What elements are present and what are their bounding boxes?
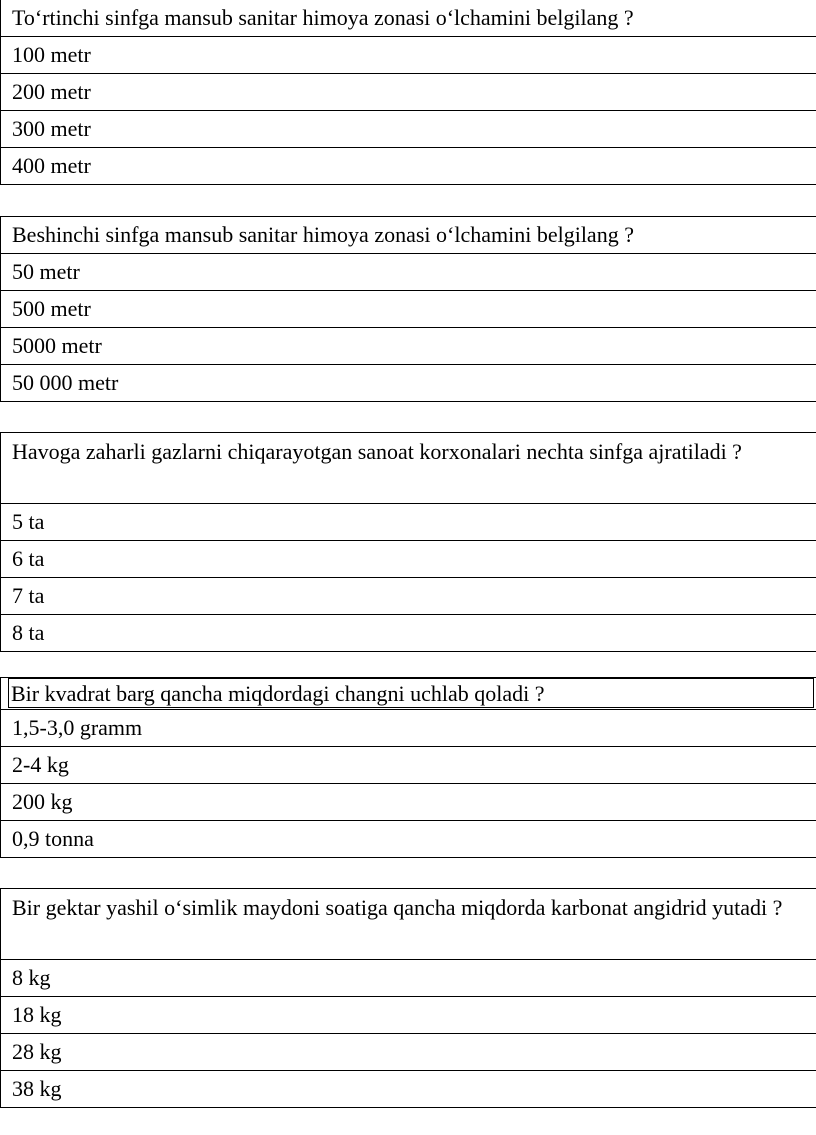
answer-option[interactable]: 400 metr bbox=[1, 148, 816, 185]
answer-option[interactable]: 2-4 kg bbox=[1, 747, 816, 784]
answer-option[interactable]: 50 metr bbox=[1, 254, 816, 291]
question-text: Bir gektar yashil o‘simlik maydoni soatiga qancha miqdorda karbonat angidrid yutadi ? bbox=[1, 889, 816, 960]
answer-option[interactable]: 5000 metr bbox=[1, 328, 816, 365]
answer-option[interactable]: 28 kg bbox=[1, 1034, 816, 1071]
question-block-4 bbox=[0, 677, 816, 858]
answer-option[interactable]: 200 metr bbox=[1, 74, 816, 111]
question-block-5 bbox=[0, 888, 816, 1108]
answer-option[interactable]: 0,9 tonna bbox=[1, 821, 816, 858]
question-block-3 bbox=[0, 432, 816, 652]
answer-option[interactable]: 100 metr bbox=[1, 37, 816, 74]
question-block-2 bbox=[0, 216, 816, 402]
answer-option[interactable]: 5 ta bbox=[1, 504, 816, 541]
answer-option[interactable]: 18 kg bbox=[1, 997, 816, 1034]
question-text: Havoga zaharli gazlarni chiqarayotgan sanoat korxonalari nechta sinfga ajratiladi ? bbox=[1, 433, 816, 504]
question-text: To‘rtinchi sinfga mansub sanitar himoya zonasi o‘lchamini belgilang ? bbox=[1, 0, 816, 37]
question-frame bbox=[1, 678, 816, 710]
answer-option[interactable]: 500 metr bbox=[1, 291, 816, 328]
answer-option[interactable]: 7 ta bbox=[1, 578, 816, 615]
answer-option[interactable]: 50 000 metr bbox=[1, 365, 816, 402]
answer-option[interactable]: 6 ta bbox=[1, 541, 816, 578]
answer-option[interactable]: 38 kg bbox=[1, 1071, 816, 1108]
question-text: Bir kvadrat barg qancha miqdordagi changni uchlab qoladi ? bbox=[8, 678, 814, 708]
answer-option[interactable]: 1,5-3,0 gramm bbox=[1, 710, 816, 747]
question-text: Beshinchi sinfga mansub sanitar himoya zonasi o‘lchamini belgilang ? bbox=[1, 217, 816, 254]
answer-option[interactable]: 8 kg bbox=[1, 960, 816, 997]
question-block-1 bbox=[0, 0, 816, 185]
answer-option[interactable]: 200 kg bbox=[1, 784, 816, 821]
answer-option[interactable]: 8 ta bbox=[1, 615, 816, 652]
answer-option[interactable]: 300 metr bbox=[1, 111, 816, 148]
